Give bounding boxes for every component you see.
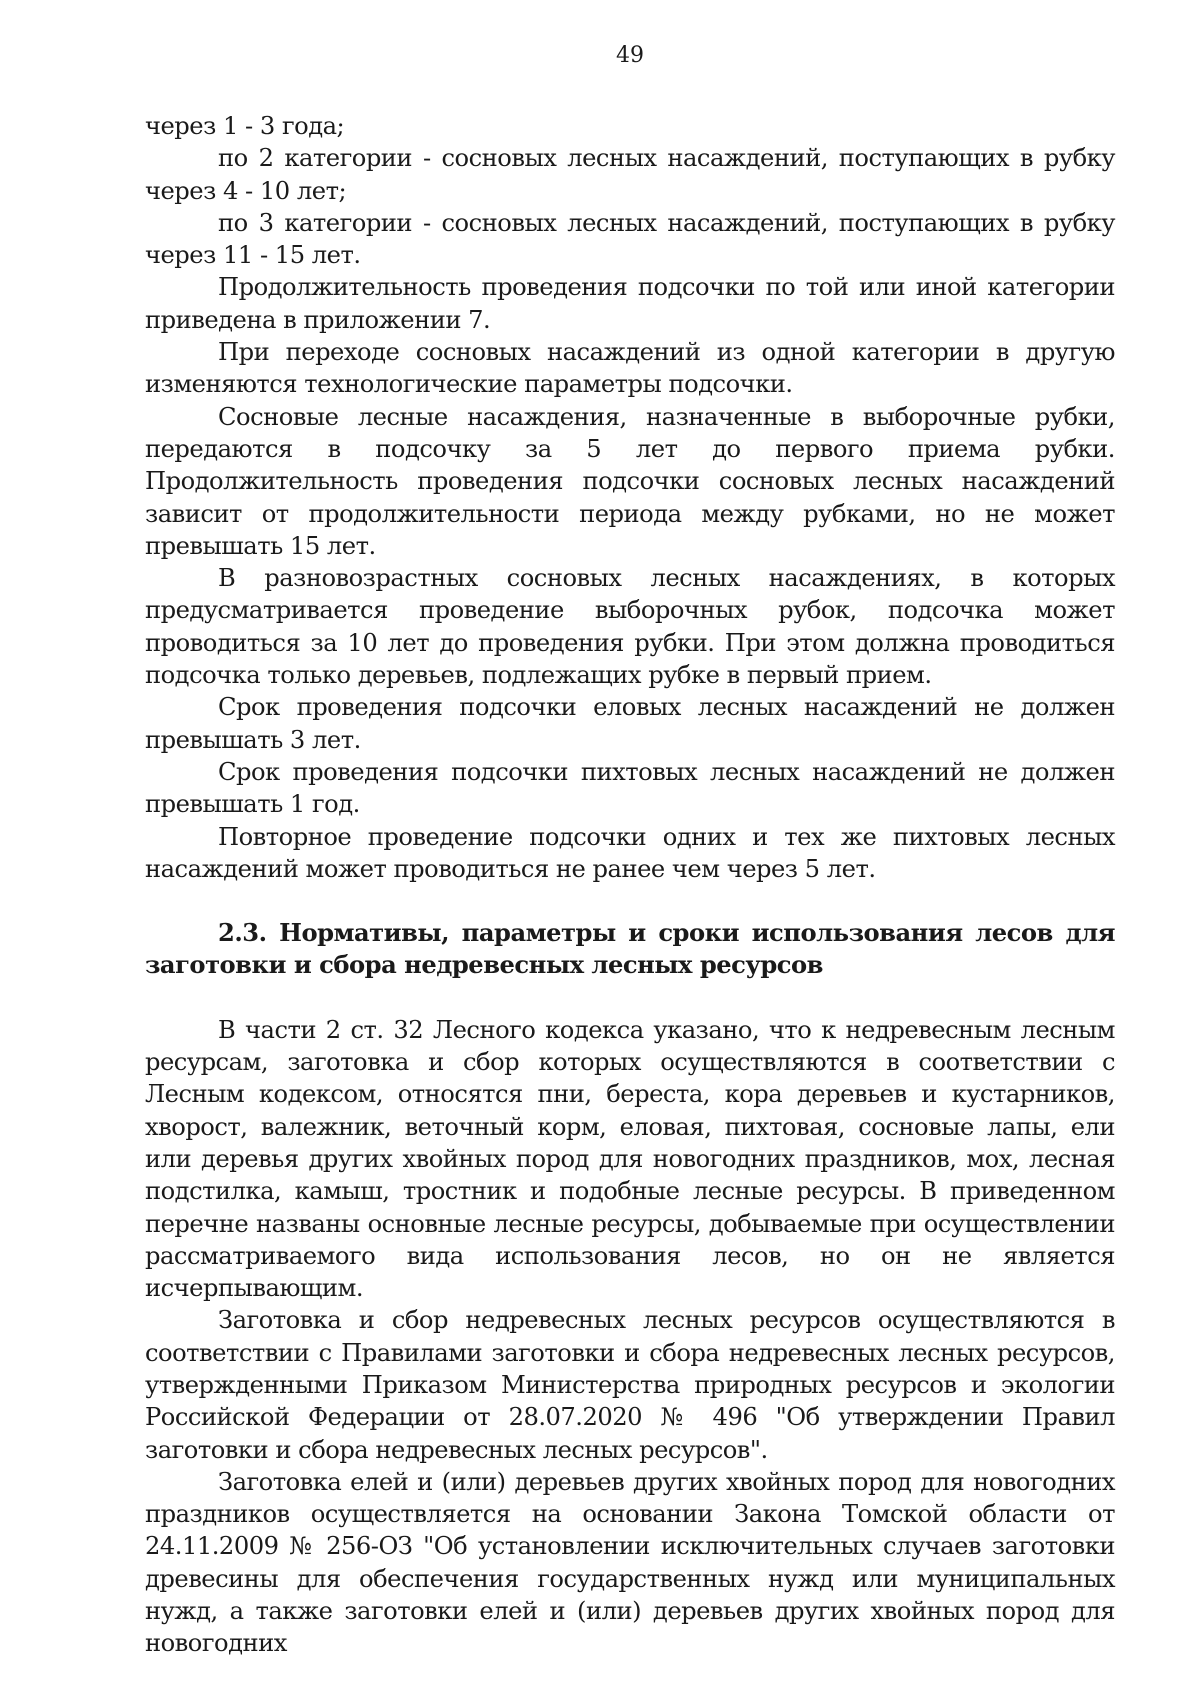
paragraph: При переходе сосновых насаждений из одной категории в другую изменяются технологические параметры подсочки. (145, 338, 1115, 399)
section-heading: 2.3. Нормативы, параметры и сроки использования лесов для заготовки и сбора недревесных лесных ресурсов (145, 918, 1115, 980)
paragraph: по 2 категории - сосновых лесных насаждений, поступающих в рубку через 4 - 10 лет; (145, 144, 1115, 205)
document-body (145, 110, 1115, 1660)
paragraph: Срок проведения подсочки еловых лесных насаждений не должен превышать 3 лет. (145, 693, 1115, 754)
paragraph: Заготовка и сбор недревесных лесных ресурсов осуществляются в соответствии с Правилами заготовки и сбора недревесных лесных ресурсов, утвержденными Приказом Министерства природных ресурсов и экологии Российской Федерации от 28.07.2020 № 496 "Об утверждении Правил заготовки и сбора недревесных лесных ресурсов". (145, 1306, 1115, 1464)
paragraph: через 1 - 3 года; (145, 112, 345, 140)
paragraph: Сосновые лесные насаждения, назначенные в выборочные рубки, передаются в подсочку за 5 лет до первого приема рубки. Продолжительность проведения подсочки сосновых лесных насаждений зависит от продолжительности периода между рубками, но не может превышать 15 лет. (145, 402, 1115, 560)
page-number: 49 (616, 43, 644, 68)
paragraph: В части 2 ст. 32 Лесного кодекса указано, что к недревесным лесным ресурсам, заготовка и сбор которых осуществляются в соответствии с Лесным кодексом, относятся пни, береста, кора деревьев и кустарников, хворост, валежник, веточный корм, еловая, пихтовая, сосновые лапы, ели или деревья других хвойных пород для новогодних праздников, мох, лесная подстилка, камыш, тростник и подобные лесные ресурсы. В приведенном перечне названы основные лесные ресурсы, добываемые при осуществлении рассматриваемого вида использования лесов, но он не является исчерпывающим. (145, 1015, 1115, 1303)
paragraph: Повторное проведение подсочки одних и тех же пихтовых лесных насаждений может проводиться не ранее чем через 5 лет. (145, 822, 1115, 883)
paragraph: по 3 категории - сосновых лесных насаждений, поступающих в рубку через 11 - 15 лет. (145, 208, 1115, 270)
paragraph: Продолжительность проведения подсочки по той или иной категории приведена в приложении 7. (145, 273, 1115, 334)
paragraph: Заготовка елей и (или) деревьев других хвойных пород для новогодних праздников осуществляется на основании Закона Томской области от 24.11.2009 № 256-ОЗ "Об установлении исключительных случаев заготовки древесины для обеспечения государственных нужд или муниципальных нужд, а также заготовки елей и (или) деревьев других хвойных пород для новогодних (145, 1467, 1115, 1658)
paragraph: В разновозрастных сосновых лесных насаждениях, в которых предусматривается проведение выборочных рубок, подсочка может проводиться за 10 лет до проведения рубки. При этом должна проводиться подсочка только деревьев, подлежащих рубке в первый прием. (145, 564, 1115, 690)
paragraph: Срок проведения подсочки пихтовых лесных насаждений не должен превышать 1 год. (145, 757, 1115, 819)
